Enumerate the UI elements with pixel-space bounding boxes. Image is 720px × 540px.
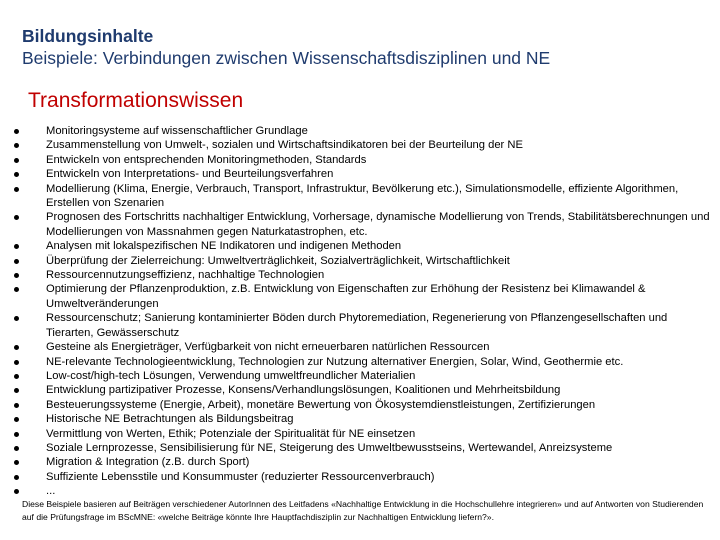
section-title: Transformationswissen [28,89,244,112]
list-item [0,369,720,383]
footnote: Diese Beispiele basieren auf Beiträgen verschiedener AutorInnen des Leitfadens «Nachhaltige Entwicklung in die Hochschullehre integrieren» und auf Antworten von Studierenden auf die Prüfungsfrage im BScMNE: «welche Beiträge könnte Ihre Hauptfachdisziplin zur Nachhaltigen Entwicklung liefern?». [22,499,704,522]
list-item [0,153,720,167]
list-item-text: NE-relevante Technologieentwicklung, Technologien zur Nutzung alternativer Energien, Solar, Wind, Geothermie etc. [46,355,624,368]
page-title: Bildungsinhalte [22,26,154,46]
bullet-dot-icon [14,360,19,365]
bullet-dot-icon [14,374,19,379]
list-item [0,167,720,181]
list-item-text: Zusammenstellung von Umwelt-, sozialen und Wirtschaftsindikatoren bei der Beurteilung der NE [46,139,523,152]
list-item [0,282,720,311]
list-item-text: Überprüfung der Zielerreichung: Umweltverträglichkeit, Sozialverträglichkeit, Wirtschaftlichkeit [46,254,510,267]
bullet-dot-icon [14,273,19,278]
list-item-text: Gesteine als Energieträger, Verfügbarkeit von nicht erneuerbaren natürlichen Ressourcen [46,341,490,354]
list-item [0,455,720,469]
list-item-text: Soziale Lernprozesse, Sensibilisierung für NE, Steigerung des Umweltbewusstseins, Wertewandel, Anreizsysteme [46,441,613,454]
list-item-text: Modellierung (Klima, Energie, Verbrauch, Transport, Infrastruktur, Bevölkerung etc.), Simulationsmodelle, effiziente Algorithmen, Erstellen von Szenarien [46,182,679,210]
list-item-text: Entwickeln von Interpretations- und Beurteilungsverfahren [46,168,334,181]
list-item-text: Optimierung der Pflanzenproduktion, z.B. Entwicklung von Eigenschaften zur Erhöhung der Resistenz bei Klimawandel & Umweltveränderungen [46,283,646,310]
list-item [0,340,720,354]
bullet-dot-icon [14,432,19,437]
bullet-dot-icon [14,460,19,465]
bullet-dot-icon [14,129,19,134]
bullet-dot-icon [14,417,19,422]
list-item [0,484,720,498]
bullet-dot-icon [14,143,19,148]
bullet-dot-icon [14,475,19,480]
bullet-dot-icon [14,345,19,350]
list-item-text: Ressourcennutzungseffizienz, nachhaltige Technologien [46,269,325,282]
bullet-dot-icon [14,244,19,249]
list-item-text: Prognosen des Fortschritts nachhaltiger Entwicklung, Vorhersage, dynamische Modellierung von Trends, Stabilitätsberechnungen und Modellierungen von Massnahmen gegen Naturkatastrophen, etc. [46,211,710,238]
list-item-text: Analysen mit lokalspezifischen NE Indikatoren und indigenen Methoden [46,240,402,253]
list-item [0,268,720,282]
list-item-text: Entwicklung partizipativer Prozesse, Konsens/Verhandlungslösungen, Koalitionen und Mehrheitsbildung [46,384,561,397]
list-item-text: Entwickeln von entsprechenden Monitoringmethoden, Standards [46,153,367,166]
title-block [22,25,550,69]
list-item-text: Besteuerungssysteme (Energie, Arbeit), monetäre Bewertung von Ökosystemdienstleistungen, Zertifizierungen [46,398,596,411]
bullet-dot-icon [14,259,19,264]
page-subtitle: Beispiele: Verbindungen zwischen Wissenschaftsdisziplinen und NE [22,48,551,68]
list-item-text: Suffiziente Lebensstile und Konsummuster (reduzierter Ressourcenverbrauch) [46,470,435,483]
list-item [0,124,720,138]
bullet-dot-icon [14,287,19,292]
bullet-dot-icon [14,187,19,192]
list-item [0,182,720,211]
list-item [0,239,720,253]
list-item [0,355,720,369]
list-item [0,427,720,441]
list-item-text: ... [46,485,56,498]
list-item [0,412,720,426]
list-item-text: Vermittlung von Werten, Ethik; Potenziale der Spiritualität für NE einsetzen [46,427,416,440]
bullet-dot-icon [14,158,19,163]
list-item [0,138,720,152]
list-item [0,470,720,484]
bullet-dot-icon [14,215,19,220]
bullet-list [0,124,720,499]
list-item [0,254,720,268]
bullet-dot-icon [14,446,19,451]
bullet-dot-icon [14,489,19,494]
list-item-text: Monitoringsysteme auf wissenschaftlicher Grundlage [46,125,308,137]
list-item-text: Migration & Integration (z.B. durch Sport) [46,456,250,469]
list-item-text: Ressourcenschutz; Sanierung kontaminierter Böden durch Phytoremediation, Regenerierung von Pflanzengesellschaften und Tierarten, Gewässerschutz [46,312,668,339]
list-item-text: Historische NE Betrachtungen als Bildungsbeitrag [46,413,294,426]
list-item [0,210,720,239]
bullet-dot-icon [14,388,19,393]
list-item [0,398,720,412]
bullet-dot-icon [14,316,19,321]
list-item [0,441,720,455]
list-item [0,383,720,397]
list-item [0,311,720,340]
bullet-dot-icon [14,403,19,408]
bullet-dot-icon [14,172,19,177]
list-item-text: Low-cost/high-tech Lösungen, Verwendung umweltfreundlicher Materialien [46,369,416,382]
